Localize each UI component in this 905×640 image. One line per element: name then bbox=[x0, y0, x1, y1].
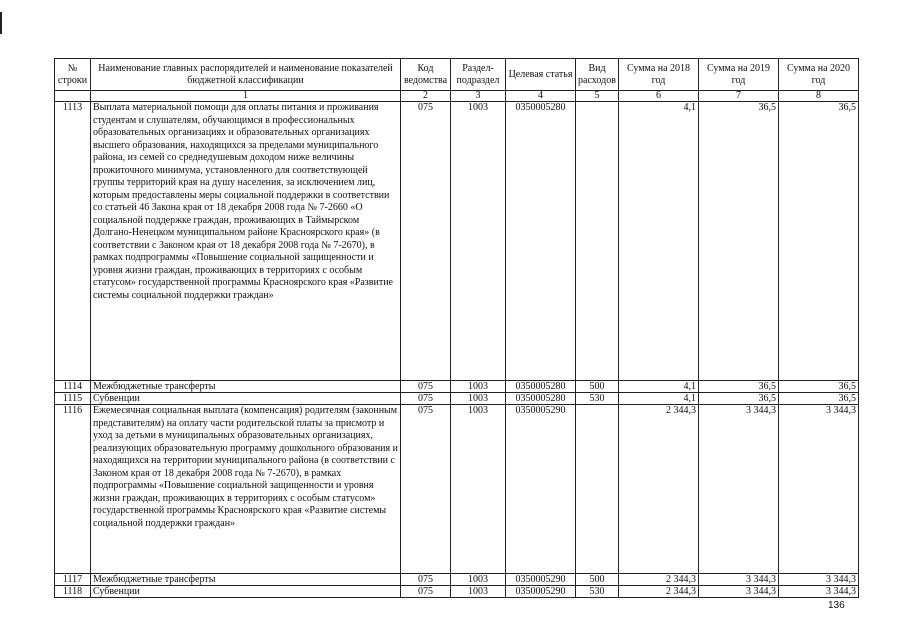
column-number: 1 bbox=[91, 91, 401, 102]
row-sum-2020: 3 344,3 bbox=[779, 405, 859, 574]
row-sum-2020: 36,5 bbox=[779, 393, 859, 405]
row-sum-2018: 4,1 bbox=[619, 381, 699, 393]
page-number: 136 bbox=[828, 600, 845, 611]
header-row-number: № строки bbox=[55, 59, 91, 91]
row-name: Межбюджетные трансферты bbox=[91, 574, 401, 586]
table-row bbox=[55, 405, 859, 574]
row-sum-2019: 3 344,3 bbox=[699, 405, 779, 574]
header-section: Раздел-подраздел bbox=[451, 59, 506, 91]
row-sum-2020: 36,5 bbox=[779, 381, 859, 393]
row-number: 1115 bbox=[55, 393, 91, 405]
row-sum-2018: 2 344,3 bbox=[619, 586, 699, 598]
column-number bbox=[55, 91, 91, 102]
row-sum-2018: 4,1 bbox=[619, 393, 699, 405]
row-target-article: 0350005280 bbox=[506, 393, 576, 405]
row-number: 1116 bbox=[55, 405, 91, 574]
column-number: 6 bbox=[619, 91, 699, 102]
header-dept-code: Код ведомства bbox=[401, 59, 451, 91]
row-sum-2020: 3 344,3 bbox=[779, 586, 859, 598]
column-number: 4 bbox=[506, 91, 576, 102]
row-sum-2019: 3 344,3 bbox=[699, 586, 779, 598]
row-name: Межбюджетные трансферты bbox=[91, 381, 401, 393]
table-row bbox=[55, 393, 859, 405]
table-header-row bbox=[55, 59, 859, 91]
scan-edge-mark bbox=[0, 12, 2, 34]
row-number: 1114 bbox=[55, 381, 91, 393]
row-section: 1003 bbox=[451, 381, 506, 393]
row-section: 1003 bbox=[451, 574, 506, 586]
column-number: 3 bbox=[451, 91, 506, 102]
row-dept-code: 075 bbox=[401, 574, 451, 586]
row-expense-kind bbox=[576, 405, 619, 574]
column-number: 2 bbox=[401, 91, 451, 102]
row-sum-2019: 36,5 bbox=[699, 102, 779, 381]
row-target-article: 0350005280 bbox=[506, 102, 576, 381]
row-sum-2020: 3 344,3 bbox=[779, 574, 859, 586]
row-name: Ежемесячная социальная выплата (компенсация) родителям (законным представителям) на оплату части родительской платы за присмотр и уход за детьми в муниципальных образовательных организациях, реализующих образовательную программу дошкольного образования и находящихся на территории муниципального района (в соответствии с Законом края от 18 декабря 2008 года № 7-2670), в рамках подпрограммы «Повышение социальной защищенности и уровня жизни граждан, проживающих в территориях с особым статусом» государственной программы Красноярского края «Развитие системы социальной поддержки граждан» bbox=[91, 405, 401, 574]
row-dept-code: 075 bbox=[401, 381, 451, 393]
column-number: 7 bbox=[699, 91, 779, 102]
row-sum-2019: 36,5 bbox=[699, 381, 779, 393]
header-expense-kind: Вид расходов bbox=[576, 59, 619, 91]
row-sum-2020: 36,5 bbox=[779, 102, 859, 381]
column-numbers-row bbox=[55, 91, 859, 102]
row-sum-2018: 2 344,3 bbox=[619, 574, 699, 586]
row-dept-code: 075 bbox=[401, 405, 451, 574]
row-expense-kind: 530 bbox=[576, 393, 619, 405]
budget-table bbox=[54, 58, 859, 598]
row-section: 1003 bbox=[451, 393, 506, 405]
column-number: 5 bbox=[576, 91, 619, 102]
row-sum-2019: 3 344,3 bbox=[699, 574, 779, 586]
row-name: Субвенции bbox=[91, 586, 401, 598]
row-sum-2019: 36,5 bbox=[699, 393, 779, 405]
row-expense-kind: 500 bbox=[576, 574, 619, 586]
row-number: 1118 bbox=[55, 586, 91, 598]
row-number: 1117 bbox=[55, 574, 91, 586]
table-row bbox=[55, 381, 859, 393]
row-target-article: 0350005290 bbox=[506, 574, 576, 586]
row-section: 1003 bbox=[451, 102, 506, 381]
header-sum-2019: Сумма на 2019 год bbox=[699, 59, 779, 91]
row-expense-kind: 500 bbox=[576, 381, 619, 393]
row-target-article: 0350005280 bbox=[506, 381, 576, 393]
row-sum-2018: 4,1 bbox=[619, 102, 699, 381]
table-row bbox=[55, 102, 859, 381]
table-row bbox=[55, 586, 859, 598]
row-expense-kind: 530 bbox=[576, 586, 619, 598]
row-dept-code: 075 bbox=[401, 393, 451, 405]
row-section: 1003 bbox=[451, 405, 506, 574]
row-name: Субвенции bbox=[91, 393, 401, 405]
row-name: Выплата материальной помощи для оплаты питания и проживания студентам и слушателям, обучающимся в профессиональных образовательных организациях и образовательных организациях высшего образования, находящихся за пределами муниципального района, из семей со среднедушевым доходом ниже величины прожиточного минимума, установленного для соответствующей группы территорий края на душу населения, за исключением лиц, которым предоставлены меры социальной поддержки в соответствии со статьей 46 Закона края от 18 декабря 2008 года № 7-2660 «О социальной поддержке граждан, проживающих в Таймырском Долгано-Ненецком муниципальном районе Красноярского края» (в соответствии с Законом края от 18 декабря 2008 года № 7-2670), в рамках подпрограммы «Повышение социальной защищенности и уровня жизни граждан, проживающих в территориях с особым статусом» государственной программы Красноярского края «Развитие системы социальной поддержки граждан» bbox=[91, 102, 401, 381]
header-target-article: Целевая статья bbox=[506, 59, 576, 91]
row-target-article: 0350005290 bbox=[506, 586, 576, 598]
header-sum-2020: Сумма на 2020 год bbox=[779, 59, 859, 91]
row-dept-code: 075 bbox=[401, 586, 451, 598]
row-dept-code: 075 bbox=[401, 102, 451, 381]
row-section: 1003 bbox=[451, 586, 506, 598]
row-expense-kind bbox=[576, 102, 619, 381]
row-target-article: 0350005290 bbox=[506, 405, 576, 574]
row-number: 1113 bbox=[55, 102, 91, 381]
table-row bbox=[55, 574, 859, 586]
row-sum-2018: 2 344,3 bbox=[619, 405, 699, 574]
column-number: 8 bbox=[779, 91, 859, 102]
header-sum-2018: Сумма на 2018 год bbox=[619, 59, 699, 91]
header-name: Наименование главных распорядителей и наименование показателей бюджетной классификации bbox=[91, 59, 401, 91]
